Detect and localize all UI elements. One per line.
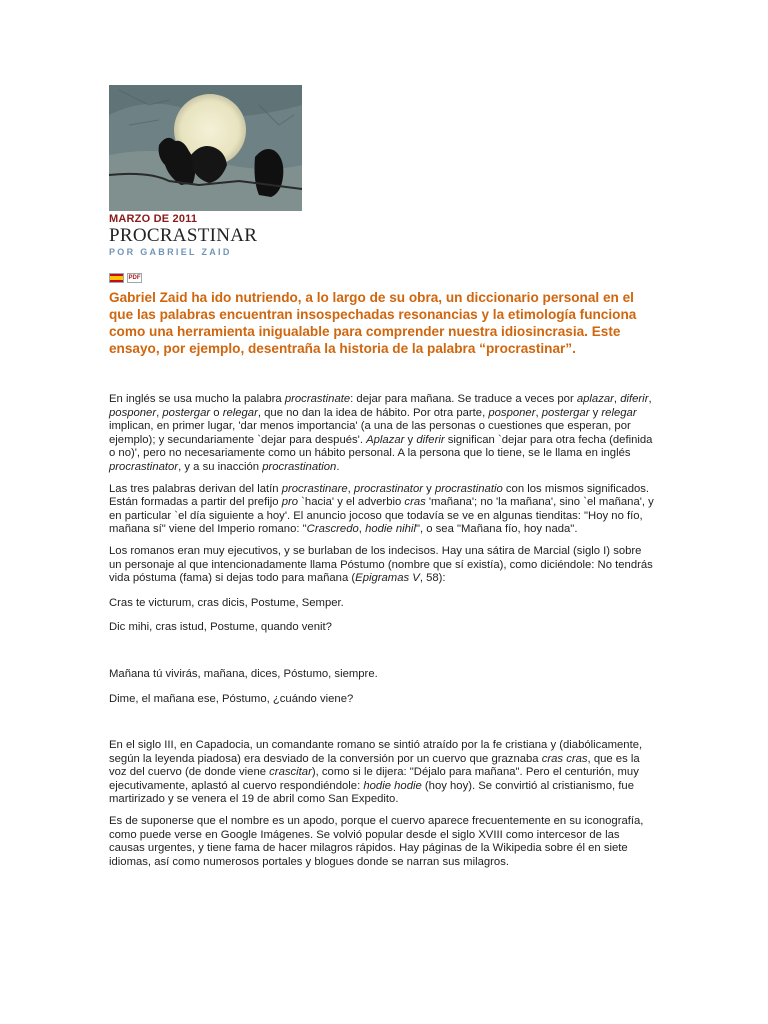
paragraph-3: Los romanos eran muy ejecutivos, y se burlaban de los indecisos. Hay una sátira de Marcial (siglo I) sobre un personaje al que intencionadamente llama Póstumo (nombre que sí existía), como diciéndole: No tendrás vida póstuma (fama) si dejas todo para mañana (Epigramas V, 58): xyxy=(109,544,653,585)
ravens-moon-illustration xyxy=(109,85,302,211)
article-title: PROCRASTINAR xyxy=(109,225,258,246)
pdf-icon-label: PDF xyxy=(128,275,141,281)
article-body xyxy=(109,393,654,869)
pdf-icon[interactable] xyxy=(127,273,142,283)
paragraph-4: En el siglo III, en Capadocia, un comandante romano se sintió atraído por la fe cristiana y (diabólicamente, según la leyenda piadosa) era desviado de la conversión por un cuervo que graznaba cras cras, que es la voz del cuervo (de donde viene crascitar), como si le dijera: "Déjalo para mañana". Pero el centurión, muy ejecutivamente, aplastó al cuervo respondiéndole: hodie hodie (hoy hoy). Se convirtió al cristianismo, fue martirizado y se venera el 19 de abril como San Expedito. xyxy=(109,739,643,806)
article-lead: Gabriel Zaid ha ido nutriendo, a lo largo de su obra, un diccionario personal en el que las palabras encuentran insospechadas resonancias y la etimología funciona como una herramienta inigualable para comprender nuestra idiosincrasia. Este ensayo, por ejemplo, desentraña la historia de la palabra “procrastinar”. xyxy=(109,290,637,356)
paragraph-5: Es de suponerse que el nombre es un apodo, porque el cuervo aparece frecuentemente en su iconografía, como puede verse en Google Imágenes. Se volvió popular desde el siglo XVIII como intercesor de las causas urgentes, y tiene fama de hacer milagros rápidos. Hay páginas de la Wikipedia sobre él en siete idiomas, así como numerosos portales y blogues donde se narran sus milagros. xyxy=(109,815,644,868)
spanish-verse-2: Dime, el mañana ese, Póstumo, ¿cuándo viene? xyxy=(109,692,354,705)
latin-verse-2: Dic mihi, cras istud, Postume, quando venit? xyxy=(109,621,332,634)
paragraph-1: En inglés se usa mucho la palabra procrastinate: dejar para mañana. Se traduce a veces por aplazar, diferir, posponer, postergar o relegar, que no dan la idea de hábito. Por otra parte, posponer, postergar y relegar implican, en primer lugar, 'dar menos importancia' (a una de las personas o cuestiones que esperan, por ejemplo); y secundariamente `dejar para después'. Aplazar y diferir significan `dejar para otra fecha (definida o no)', pero no necesariamente como un hábito personal. A la persona que lo tiene, se le llama en inglés procrastinator, y a su inacción procrastination. xyxy=(109,393,653,473)
article-tools xyxy=(109,273,669,285)
article-author[interactable]: POR GABRIEL ZAID xyxy=(109,247,232,257)
spanish-verse-1: Mañana tú vivirás, mañana, dices, Póstumo, siempre. xyxy=(109,667,378,680)
article xyxy=(109,85,669,869)
ravens-moon-image xyxy=(109,85,302,211)
spain-flag-icon[interactable] xyxy=(109,273,124,283)
issue-date: MARZO DE 2011 xyxy=(109,213,198,225)
paragraph-2: Las tres palabras derivan del latín procrastinare, procrastinator y procrastinatio con los mismos significados. Están formadas a partir del prefijo pro `hacia' y el adverbio cras 'mañana'; no 'la mañana', sino `el mañana', y en particular `el día siguiente a hoy'. El anuncio jocoso que todavía se ve en algunas tienditas: "Hoy no fío, mañana sí" viene del Imperio romano: "Crascredo, hodie nihil", o sea "Mañana fío, hoy nada". xyxy=(109,482,654,536)
latin-verse-1: Cras te victurum, cras dicis, Postume, Semper. xyxy=(109,596,344,609)
